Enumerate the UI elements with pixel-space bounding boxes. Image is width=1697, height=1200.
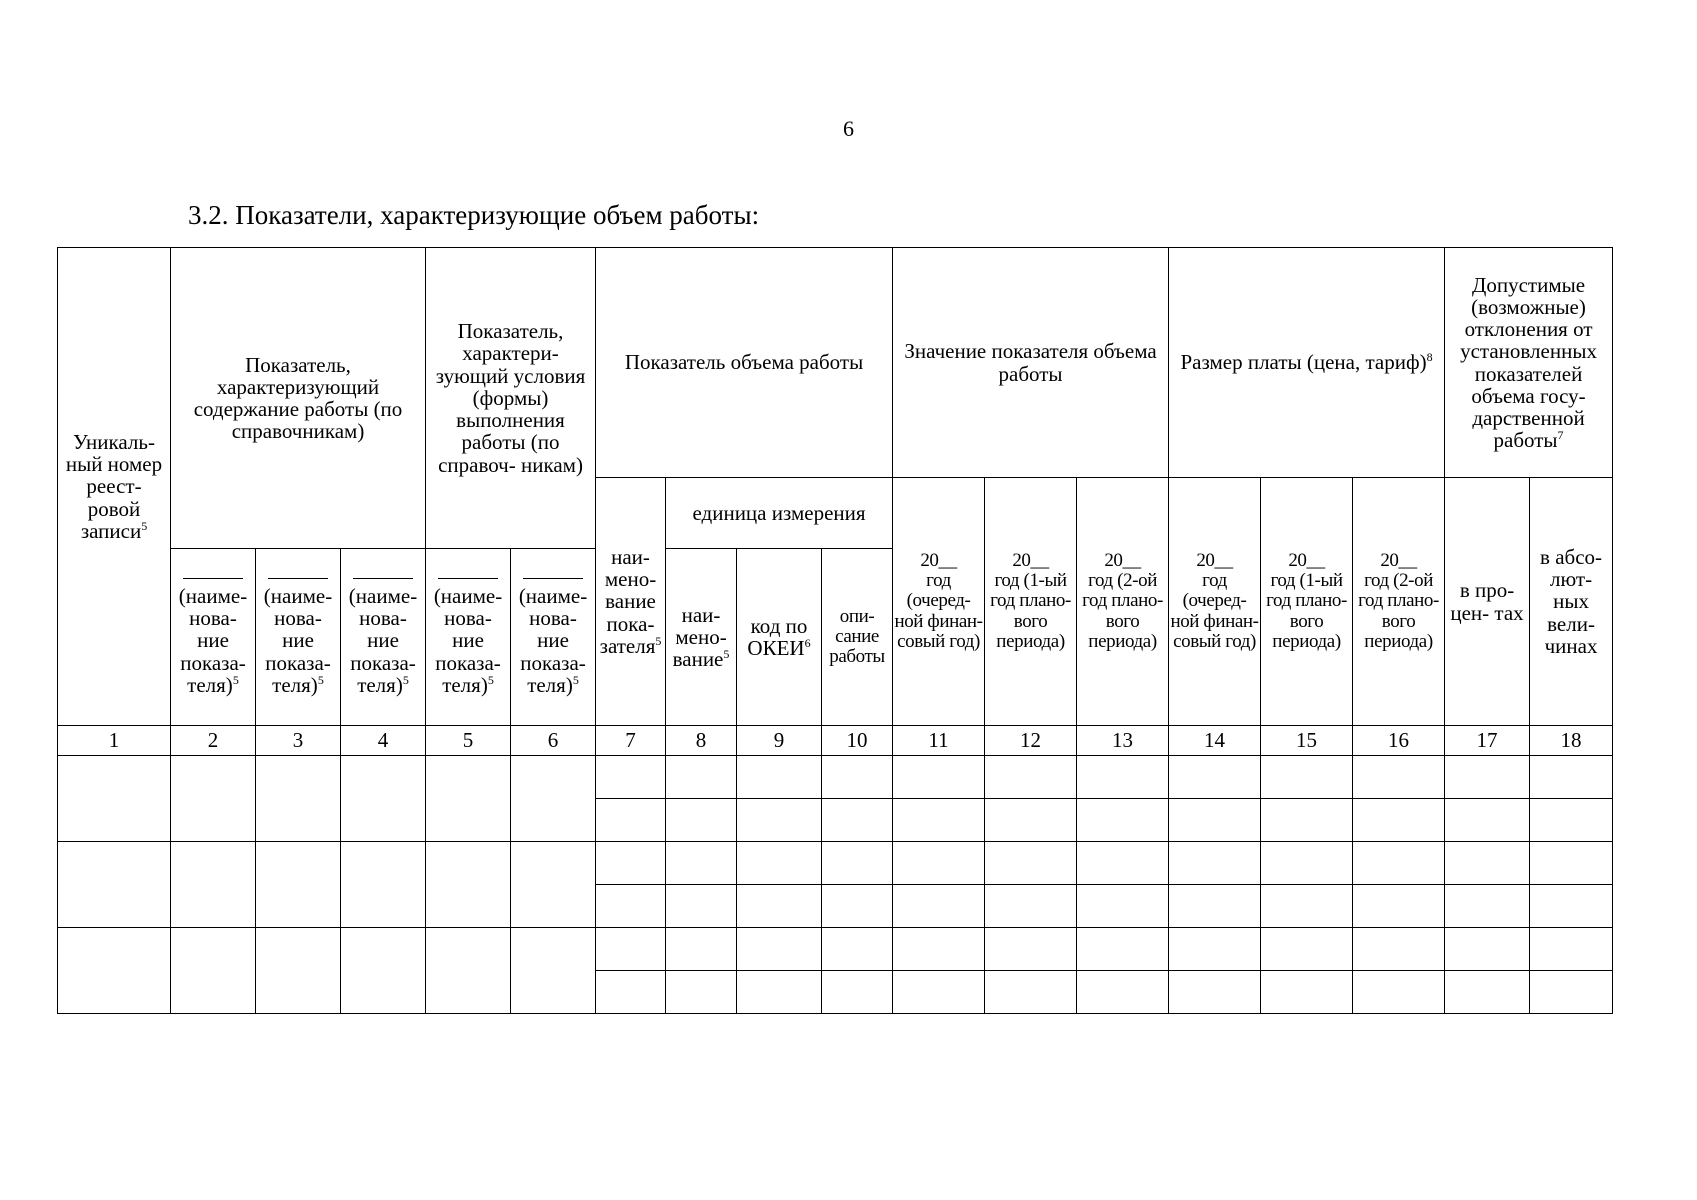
table-cell[interactable] xyxy=(1077,799,1169,842)
table-cell[interactable] xyxy=(1530,885,1613,928)
header-content-indicator-2: (наиме- нова- ние показа- теля)$^5$ xyxy=(256,549,341,726)
table-cell[interactable] xyxy=(822,885,893,928)
table-row xyxy=(58,928,1613,971)
table-cell[interactable] xyxy=(596,885,666,928)
table-cell[interactable] xyxy=(666,885,737,928)
page-number: 6 xyxy=(843,116,854,141)
table-cell[interactable] xyxy=(171,756,256,842)
table-row xyxy=(58,842,1613,885)
table-cell[interactable] xyxy=(737,799,822,842)
header-allowed-deviation: Допустимые (возможные) отклонения от установленных показателей объема госу- дарственной работы$^7$ xyxy=(1445,248,1613,478)
table-cell[interactable] xyxy=(1169,885,1261,928)
table-cell[interactable] xyxy=(1169,842,1261,885)
table-cell[interactable] xyxy=(1353,842,1445,885)
header-fee-year-plan1: 20__ год (1-ый год плано- вого периода) xyxy=(1261,478,1353,726)
table-cell[interactable] xyxy=(1261,885,1353,928)
column-number: 9 xyxy=(737,726,822,756)
table-cell[interactable] xyxy=(58,842,171,928)
header-volume-name: наи- мено- вание пока- зателя$^5$ xyxy=(596,478,666,726)
table-cell[interactable] xyxy=(666,756,737,799)
header-unit: единица измерения xyxy=(666,478,893,549)
table-cell[interactable] xyxy=(511,756,596,842)
table-cell[interactable] xyxy=(737,928,822,971)
header-conditions-indicator-2: (наиме- нова- ние показа- теля)$^5$ xyxy=(511,549,596,726)
table-cell[interactable] xyxy=(1261,756,1353,799)
work-volume-table xyxy=(57,247,1613,1014)
header-conditions-indicator: Показатель, характери- зующий условия (формы) выполнения работы (по справоч- никам) xyxy=(426,248,596,549)
column-number: 12 xyxy=(985,726,1077,756)
header-year-plan2: 20__ год (2-ой год плано- вого периода) xyxy=(1077,478,1169,726)
table-cell[interactable] xyxy=(171,842,256,928)
table-cell[interactable] xyxy=(341,842,426,928)
table-cell[interactable] xyxy=(426,756,511,842)
table-cell[interactable] xyxy=(893,885,985,928)
table-cell[interactable] xyxy=(1445,971,1530,1014)
column-number: 17 xyxy=(1445,726,1530,756)
table-cell[interactable] xyxy=(666,971,737,1014)
table-cell[interactable] xyxy=(426,928,511,1014)
table-cell[interactable] xyxy=(256,928,341,1014)
table-cell[interactable] xyxy=(256,842,341,928)
column-number: 11 xyxy=(893,726,985,756)
table-cell[interactable] xyxy=(596,799,666,842)
table-cell[interactable] xyxy=(737,842,822,885)
table-cell[interactable] xyxy=(511,842,596,928)
header-year-next: 20__ год (очеред- ной финан- совый год) xyxy=(893,478,985,726)
table-cell[interactable] xyxy=(1077,928,1169,971)
table-cell[interactable] xyxy=(737,756,822,799)
table-cell[interactable] xyxy=(1530,971,1613,1014)
column-number: 3 xyxy=(256,726,341,756)
table-cell[interactable] xyxy=(1169,756,1261,799)
header-work-description: опи- сание работы xyxy=(822,549,893,726)
header-okei-code: код по ОКЕИ$^6$ xyxy=(737,549,822,726)
table-cell[interactable] xyxy=(985,885,1077,928)
column-number: 18 xyxy=(1530,726,1613,756)
header-year-plan1: 20__ год (1-ый год плано- вого периода) xyxy=(985,478,1077,726)
header-volume-value: Значение показателя объема работы xyxy=(893,248,1169,478)
table-cell[interactable] xyxy=(1445,799,1530,842)
column-number: 10 xyxy=(822,726,893,756)
column-number: 5 xyxy=(426,726,511,756)
header-deviation-absolute: в абсо- лют- ных вели- чинах xyxy=(1530,478,1613,726)
table-cell[interactable] xyxy=(1169,928,1261,971)
header-content-indicator-3: (наиме- нова- ние показа- теля)$^5$ xyxy=(341,549,426,726)
section-title: 3.2. Показатели, характеризующие объем работы: xyxy=(188,200,760,230)
table-cell[interactable] xyxy=(985,799,1077,842)
table-cell[interactable] xyxy=(596,971,666,1014)
table-cell[interactable] xyxy=(1077,842,1169,885)
table-cell[interactable] xyxy=(511,928,596,1014)
table-cell[interactable] xyxy=(822,842,893,885)
table-cell[interactable] xyxy=(893,928,985,971)
header-deviation-percent: в про- цен- тах xyxy=(1445,478,1530,726)
column-number: 7 xyxy=(596,726,666,756)
table-cell[interactable] xyxy=(1353,756,1445,799)
table-cell[interactable] xyxy=(822,756,893,799)
table-cell[interactable] xyxy=(1353,971,1445,1014)
table-cell[interactable] xyxy=(1077,756,1169,799)
table-cell[interactable] xyxy=(426,842,511,928)
header-fee-year-next: 20__ год (очеред- ной финан- совый год) xyxy=(1169,478,1261,726)
table-cell[interactable] xyxy=(985,756,1077,799)
table-cell[interactable] xyxy=(1169,971,1261,1014)
table-cell[interactable] xyxy=(1530,799,1613,842)
column-number: 1 xyxy=(58,726,171,756)
table-cell[interactable] xyxy=(1261,842,1353,885)
table-cell[interactable] xyxy=(1353,885,1445,928)
table-cell[interactable] xyxy=(666,842,737,885)
header-unique-number: Уникаль- ный номер реест- ровой записи$^5$ xyxy=(58,248,171,726)
header-content-indicator-1: (наиме- нова- ние показа- теля)$^5$ xyxy=(171,549,256,726)
table-cell[interactable] xyxy=(822,971,893,1014)
column-number: 6 xyxy=(511,726,596,756)
table-cell[interactable] xyxy=(58,928,171,1014)
table-cell[interactable] xyxy=(737,971,822,1014)
table-cell[interactable] xyxy=(893,756,985,799)
column-number: 8 xyxy=(666,726,737,756)
column-number: 4 xyxy=(341,726,426,756)
table-cell[interactable] xyxy=(341,756,426,842)
table-cell[interactable] xyxy=(1530,928,1613,971)
table-cell[interactable] xyxy=(1445,842,1530,885)
table-cell[interactable] xyxy=(666,928,737,971)
column-number: 15 xyxy=(1261,726,1353,756)
data-rows xyxy=(58,756,1613,1014)
table-cell[interactable] xyxy=(1530,842,1613,885)
table-cell[interactable] xyxy=(596,928,666,971)
table-cell[interactable] xyxy=(58,756,171,842)
table-cell[interactable] xyxy=(1353,928,1445,971)
table-cell[interactable] xyxy=(822,799,893,842)
column-numbers-row xyxy=(58,726,1613,756)
table-cell[interactable] xyxy=(1530,756,1613,799)
table-cell[interactable] xyxy=(171,928,256,1014)
table-cell[interactable] xyxy=(985,971,1077,1014)
table-cell[interactable] xyxy=(985,928,1077,971)
table-cell[interactable] xyxy=(1445,928,1530,971)
table-cell[interactable] xyxy=(596,842,666,885)
table-cell[interactable] xyxy=(1261,928,1353,971)
table-cell[interactable] xyxy=(1077,885,1169,928)
table-cell[interactable] xyxy=(737,885,822,928)
table-cell[interactable] xyxy=(1169,799,1261,842)
table-cell[interactable] xyxy=(666,799,737,842)
table-cell[interactable] xyxy=(1261,799,1353,842)
header-fee: Размер платы (цена, тариф)$^8$ xyxy=(1169,248,1445,478)
table-cell[interactable] xyxy=(341,928,426,1014)
header-volume-indicator: Показатель объема работы xyxy=(596,248,893,478)
table-cell[interactable] xyxy=(822,928,893,971)
table-cell[interactable] xyxy=(1445,756,1530,799)
table-row xyxy=(58,756,1613,799)
table-cell[interactable] xyxy=(893,842,985,885)
header-unit-name: наи- мено- вание$^5$ xyxy=(666,549,737,726)
header-fee-year-plan2: 20__ год (2-ой год плано- вого периода) xyxy=(1353,478,1445,726)
table-cell[interactable] xyxy=(1077,971,1169,1014)
table-cell[interactable] xyxy=(1261,971,1353,1014)
column-number: 2 xyxy=(171,726,256,756)
table-cell[interactable] xyxy=(893,971,985,1014)
table-cell[interactable] xyxy=(256,756,341,842)
column-number: 13 xyxy=(1077,726,1169,756)
column-number: 16 xyxy=(1353,726,1445,756)
table-cell[interactable] xyxy=(985,842,1077,885)
table-cell[interactable] xyxy=(1445,885,1530,928)
header-content-indicator: Показатель, характеризующий содержание работы (по справочникам) xyxy=(171,248,426,549)
header-conditions-indicator-1: (наиме- нова- ние показа- теля)$^5$ xyxy=(426,549,511,726)
table-cell[interactable] xyxy=(596,756,666,799)
column-number: 14 xyxy=(1169,726,1261,756)
table-cell[interactable] xyxy=(893,799,985,842)
table-cell[interactable] xyxy=(1353,799,1445,842)
